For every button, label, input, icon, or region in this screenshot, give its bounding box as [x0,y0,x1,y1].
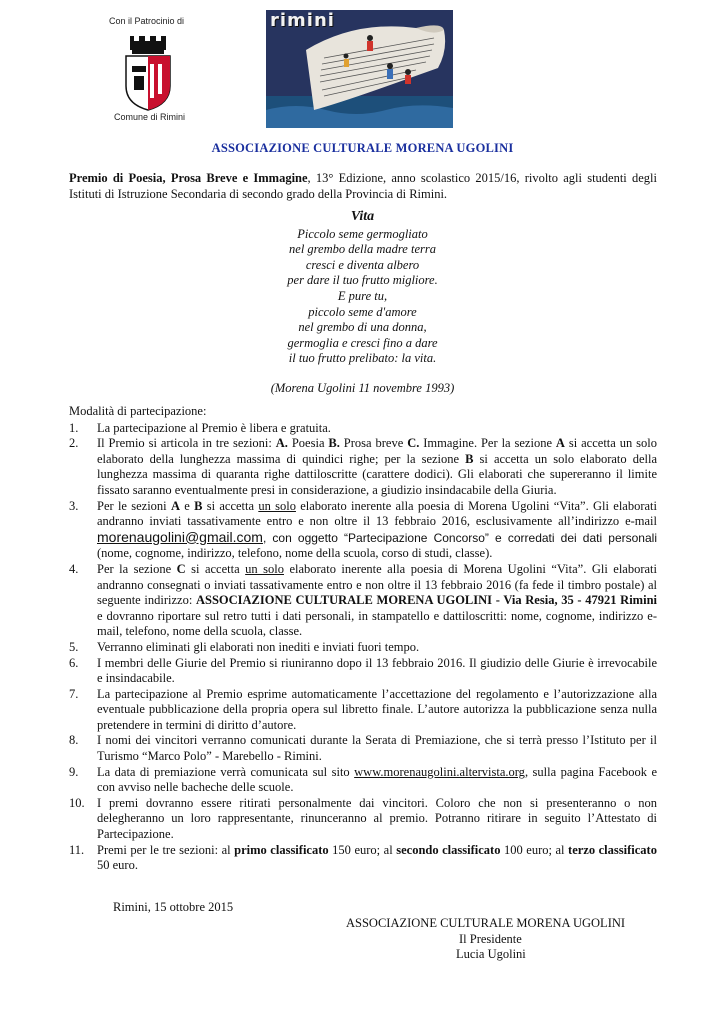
website-link[interactable]: www.morenaugolini.altervista.org [354,764,525,779]
rules-heading: Modalità di partecipazione: [69,404,207,418]
poem-line: piccolo seme d'amore [308,304,417,319]
rule-number: 6. [69,655,79,670]
poem-block [0,209,725,397]
poem-line: per dare il tuo frutto migliore. [287,273,438,288]
rule-text: Verranno eliminati gli elaborati non inediti e inviati fuori tempo. [97,639,420,654]
mailing-address: ASSOCIAZIONE CULTURALE MORENA UGOLINI - Via Resia, 35 - 47921 Rimini [195,593,657,608]
rule-number: 2. [69,436,79,451]
patronage-label: Con il Patrocinio di [109,16,185,26]
poem-line: nel grembo di una donna, [298,320,427,335]
rule-text: I membri delle Giurie del Premio si riuniranno dopo il 13 febbraio 2016. Il giudizio delle Giurie è irrevocabile e insindacabile. [97,655,657,686]
contact-email-link[interactable]: morenaugolini@gmail.com [97,528,263,545]
rule-item [69,499,657,562]
poem-line: cresci e diventa albero [305,257,420,272]
rule-number: 8. [69,733,79,748]
rule-number: 1. [69,420,79,435]
poem-author: (Morena Ugolini 11 novembre 1993) [270,380,455,395]
rule-number: 4. [69,561,79,576]
festival-poster-image [266,10,453,128]
rule-text: La partecipazione al Premio esprime automaticamente l’accettazione del regolamento e l’autorizzazione alla eventuale pubblicazione della propria opera sul libretto finale. L’autore autorizza la pubblicazione senza nulla pretendere in termini di diritto d’autore. [97,686,657,732]
rule-text: Per la sezione C si accetta un solo elaborato inerente alla poesia di Morena Ugolini “Vita”. Gli elaborati andranno consegnati o inviati tassativamente entro e non oltre il 13 febbraio 2016 (fa fede il timbro postale) al seguente indirizzo: ASSOCIAZIONE CULTURALE MORENA UGOLINI - Via Resia, 35 - 47921 Rimini e dovranno riportare sul retro tutti i dati personali, in stampatello e dattiloscritti: nome, cognome, indirizzo e-mail, telefono, nome della scuola, classe. [97,561,658,639]
rule-number: 7. [69,686,79,701]
rules-section [69,404,657,874]
rule-text: I premi dovranno essere ritirati personalmente dai vincitori. Coloro che non si presenteranno o non delegheranno un loro rappresentante, rinunceranno al premio. Potranno ritirare in seguito l’Attestato di Partecipazione. [97,795,657,842]
rule-item [69,796,657,843]
rule-item [69,421,657,437]
rule-item [69,733,657,764]
rule-text: Premi per le tre sezioni: al primo classificato 150 euro; al secondo classificato 100 euro; al terzo classificato 50 euro. [97,842,657,873]
rule-number: 3. [69,498,79,513]
prize-name: Premio di Poesia, Prosa Breve e Immagine [69,171,308,185]
poem-line: germoglia e cresci fino a dare [287,335,438,350]
rule-text: Il Premio si articola in tre sezioni: A. Poesia B. Prosa breve C. Immagine. Per la sezione A si accetta un solo elaborato della lunghezza massima di quindici righe; per la sezione B si accetta un solo elaborato della lunghezza massima di quaranta righe dattiloscritte (carattere dodici). Gli elaborati che supereranno il limite fissato saranno eventualmente presi in considerazione, a giudizio insindacabile della Giuria. [97,436,658,497]
signature-organization: ASSOCIAZIONE CULTURALE MORENA UGOLINI [346,916,626,930]
rule-number: 11. [69,842,85,857]
rule-item [69,562,657,640]
intro-paragraph [69,170,657,202]
poem-line: E pure tu, [337,288,388,303]
rule-number: 10. [69,795,85,810]
poster-title: rimini [270,10,335,31]
rule-item [69,765,657,796]
rule-item [69,843,657,874]
poem-line: nel grembo della madre terra [289,242,436,257]
poem-title: Vita [350,209,375,224]
document-date: Rimini, 15 ottobre 2015 [113,900,234,914]
poem-line: Piccolo seme germogliato [297,226,428,241]
rule-number: 9. [69,764,79,779]
rule-text: I nomi dei vincitori verranno comunicati durante la Serata di Premiazione, che si terrà presso l’Istituto per il Turismo “Marco Polo” - Marebello - Rimini. [97,733,657,764]
poem-line: il tuo frutto prelibato: la vita. [288,351,437,366]
rule-item [69,656,657,687]
rule-item [69,436,657,498]
rule-text: Per le sezioni A e B si accetta un solo elaborato inerente alla poesia di Morena Ugolini “Vita”. Gli elaborati andranno inviati tassativamente entro e non oltre il 13 febbraio 2016, esclusivamente all’indirizzo e-mail morenaugolini@gmail.com, con oggetto “Partecipazione Concorso” e corredati dei dati personali (nome, cognome, indirizzo, telefono, nome della scuola, corso di studi, classe). [97,498,657,561]
rimini-crest-logo [122,34,174,112]
signature-name: Lucia Ugolini [456,947,526,962]
rule-text: La data di premiazione verrà comunicata sul sito www.morenaugolini.altervista.org, sulla pagina Facebook e con avviso nelle bacheche delle scuole. [97,764,657,795]
rule-item [69,687,657,734]
signature-role: Il Presidente [459,931,522,946]
intro-text: , 13° Edizione, anno scolastico 2015/16, rivolto agli studenti degli Istituti di Istruzione Secondaria di secondo grado della Provincia di Rimini. [69,171,657,201]
rule-item [69,640,657,656]
rule-number: 5. [69,639,79,654]
signature-block [330,916,660,963]
municipality-label: Comune di Rimini [113,112,186,122]
association-title: ASSOCIAZIONE CULTURALE MORENA UGOLINI [211,141,514,155]
rule-text: La partecipazione al Premio è libera e gratuita. [97,420,331,435]
